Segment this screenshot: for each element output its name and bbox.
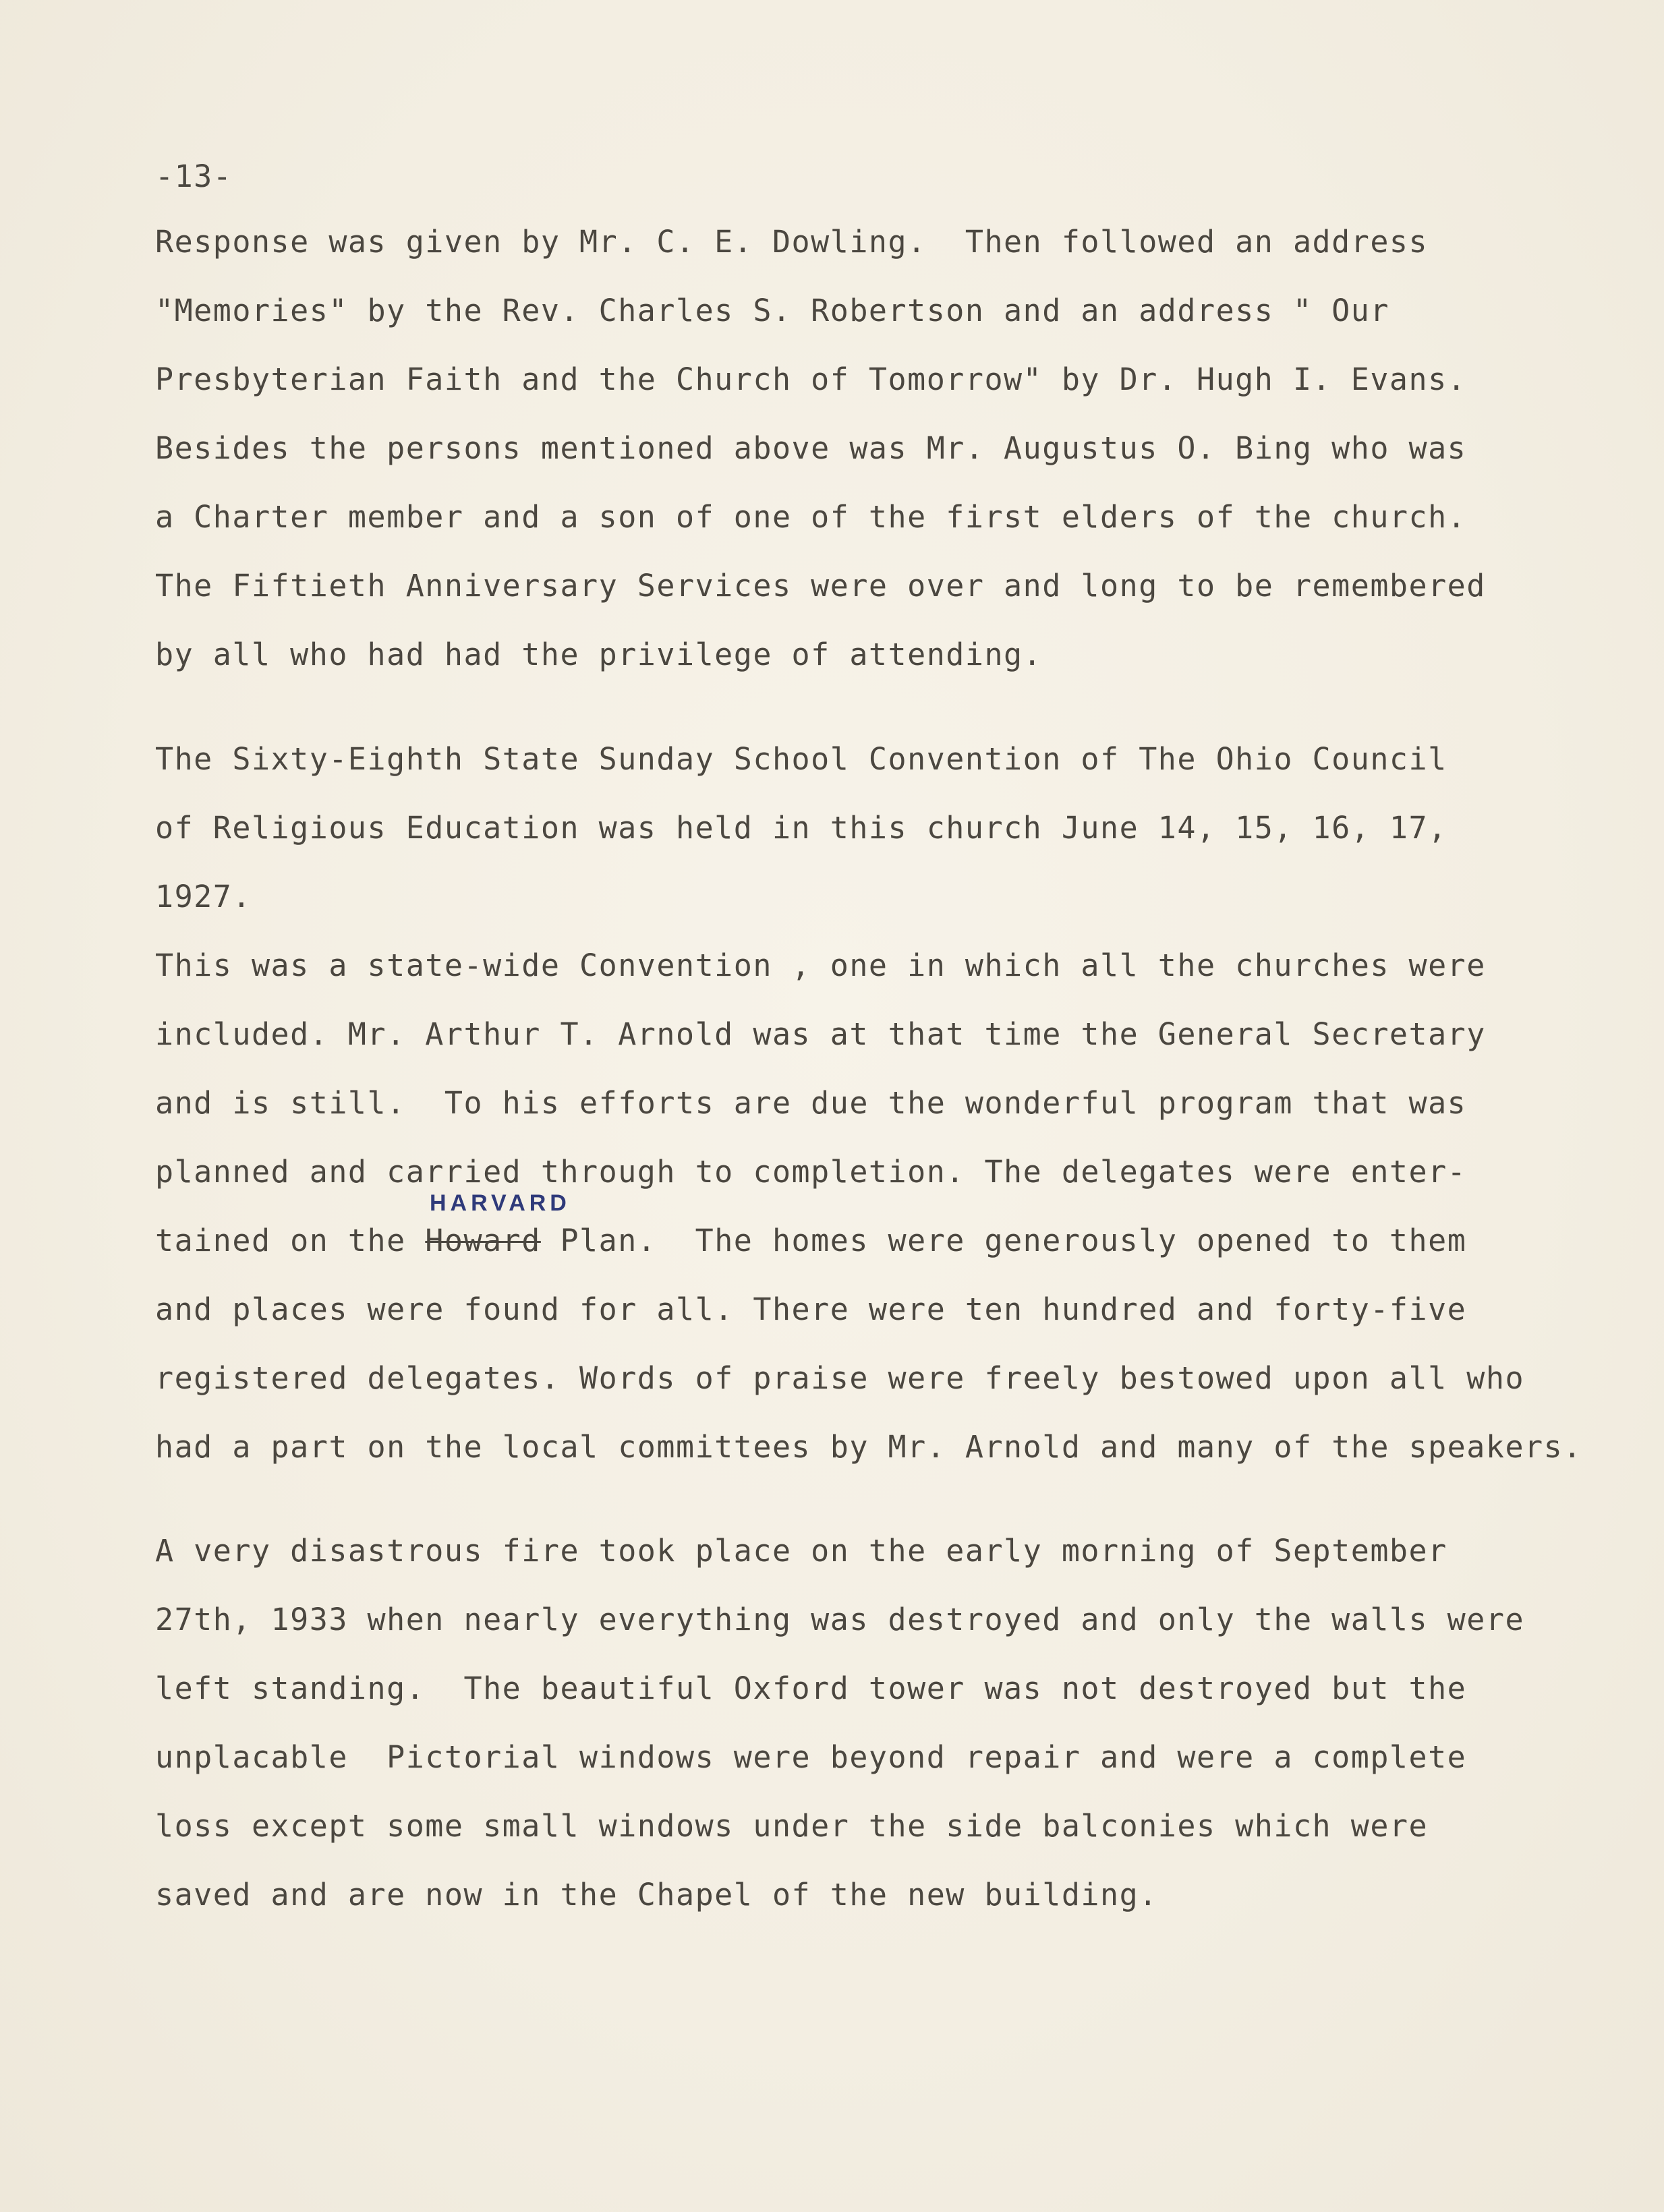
text-line: Response was given by Mr. C. E. Dowling. Then followed an address — [155, 224, 1429, 260]
line-start: tained on the — [155, 1223, 426, 1258]
line-end: Plan. The homes were generously opened to them — [540, 1223, 1467, 1258]
text-line: registered delegates. Words of praise were freely bestowed upon all who — [155, 1360, 1525, 1396]
text-line: had a part on the local committees by Mr. Arnold and many of the speakers. — [155, 1429, 1582, 1465]
handwritten-correction: HARVARD — [430, 1190, 571, 1216]
text-line: 1927. — [155, 879, 252, 914]
text-line: by all who had had the privilege of attending. — [155, 637, 1043, 672]
text-line: Besides the persons mentioned above was Mr. Augustus O. Bing who was — [155, 430, 1467, 466]
struck-word: Howard — [425, 1223, 541, 1258]
text-line: and places were found for all. There were ten hundred and forty-five — [155, 1291, 1467, 1327]
text-line: "Memories" by the Rev. Charles S. Robertson and an address " Our — [155, 293, 1389, 328]
text-line: loss except some small windows under the side balconies which were — [155, 1808, 1429, 1844]
text-line: This was a state-wide Convention , one in which all the churches were — [155, 948, 1486, 983]
text-line: included. Mr. Arthur T. Arnold was at that time the General Secretary — [155, 1016, 1486, 1052]
text-line: left standing. The beautiful Oxford tower was not destroyed but the — [155, 1670, 1467, 1706]
text-line: A very disastrous fire took place on the early morning of September — [155, 1533, 1447, 1569]
text-line: The Fiftieth Anniversary Services were over and long to be remembered — [155, 568, 1486, 604]
text-line — [155, 1221, 1466, 1261]
text-line: and is still. To his efforts are due the wonderful program that was — [155, 1085, 1467, 1121]
text-line: saved and are now in the Chapel of the new building. — [155, 1877, 1158, 1913]
text-line: The Sixty-Eighth State Sunday School Convention of The Ohio Council — [155, 741, 1447, 777]
text-line: of Religious Education was held in this church June 14, 15, 16, 17, — [155, 810, 1447, 846]
text-line: unplacable Pictorial windows were beyond repair and were a complete — [155, 1739, 1467, 1775]
text-line: Presbyterian Faith and the Church of Tomorrow" by Dr. Hugh I. Evans. — [155, 361, 1467, 397]
page-number: -13- — [155, 158, 233, 194]
text-line: 27th, 1933 when nearly everything was destroyed and only the walls were — [155, 1602, 1525, 1637]
text-line: planned and carried through to completion. The delegates were enter- — [155, 1154, 1467, 1190]
text-line: a Charter member and a son of one of the first elders of the church. — [155, 499, 1467, 535]
